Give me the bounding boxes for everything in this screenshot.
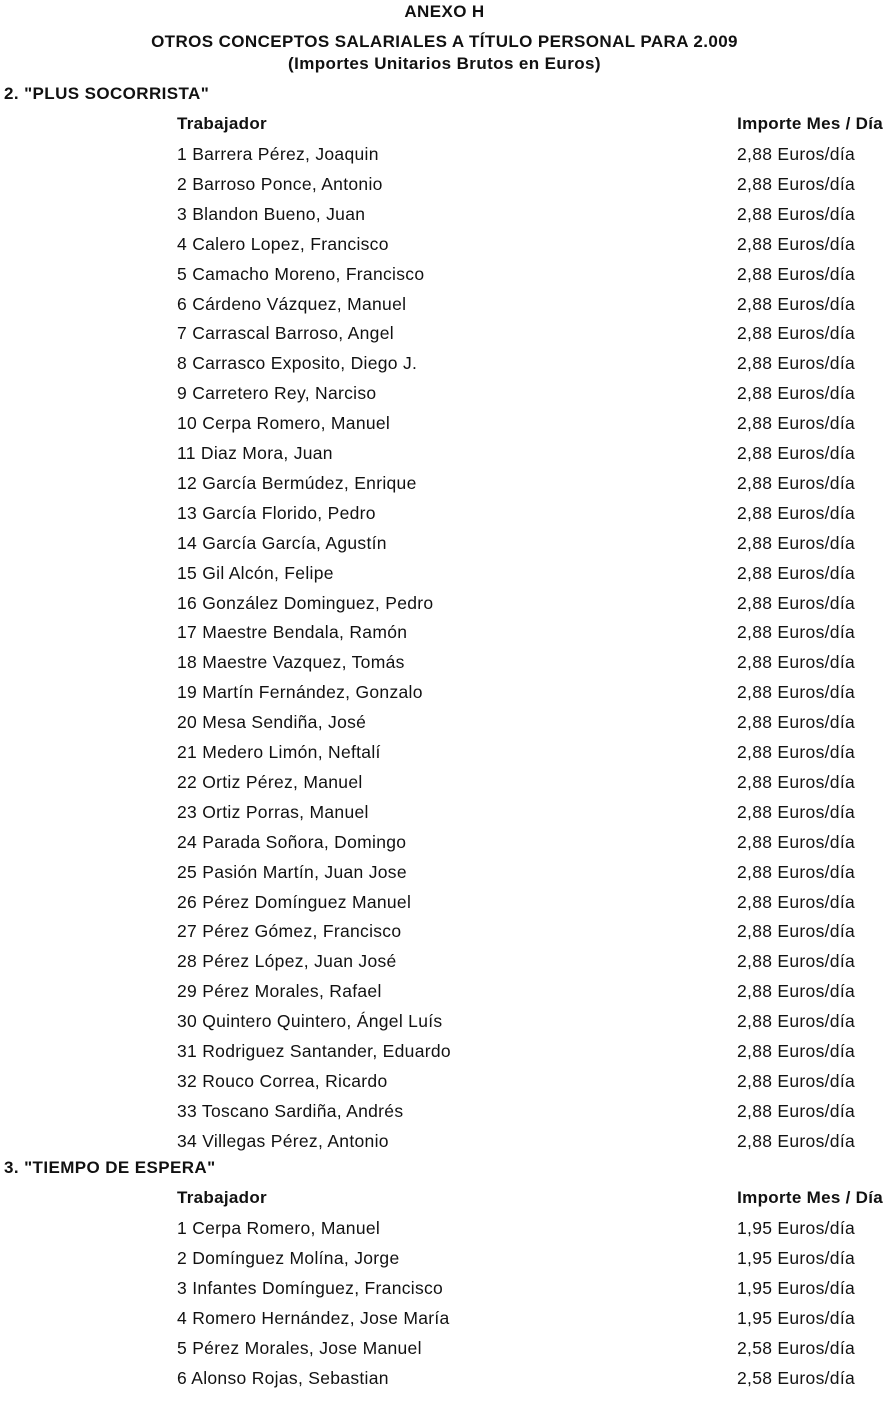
table-row: [0, 383, 889, 413]
amount-value: 2,88 Euros/día: [737, 1070, 856, 1091]
table-row: [0, 1278, 889, 1308]
amount-value: 2,88 Euros/día: [737, 1130, 856, 1151]
worker-name: 11 Diaz Mora, Juan: [177, 443, 333, 463]
amount-value: 2,88 Euros/día: [737, 921, 856, 942]
amount-value: 1,95 Euros/día: [737, 1247, 856, 1268]
amount-value: 1,95 Euros/día: [737, 1218, 856, 1238]
amount-value: 2,88 Euros/día: [737, 472, 856, 493]
table-row: [0, 892, 889, 922]
worker-name: 16 González Dominguez, Pedro: [177, 592, 434, 613]
table-row: [0, 1071, 889, 1101]
amount-value: 2,88 Euros/día: [737, 712, 856, 733]
worker-name: 19 Martín Fernández, Gonzalo: [177, 682, 423, 703]
table-row: [0, 234, 889, 264]
worker-name: 2 Barroso Ponce, Antonio: [177, 173, 383, 194]
table-row: [0, 294, 889, 324]
amount-value: 2,88 Euros/día: [737, 413, 856, 434]
table-row: [0, 862, 889, 892]
table-row: [0, 533, 889, 563]
worker-name: 5 Camacho Moreno, Francisco: [177, 263, 425, 284]
table-row: [0, 473, 889, 503]
column-header-amount: Importe Mes / Día: [737, 1188, 883, 1207]
table-row: [0, 1368, 889, 1398]
worker-name: 32 Rouco Correa, Ricardo: [177, 1070, 388, 1091]
table-row: [0, 563, 889, 593]
worker-name: 34 Villegas Pérez, Antonio: [177, 1130, 389, 1151]
worker-name: 14 García García, Agustín: [177, 532, 387, 553]
table-row: [0, 921, 889, 951]
table-row: [0, 144, 889, 174]
amount-value: 2,88 Euros/día: [737, 144, 856, 164]
worker-name: 22 Ortiz Pérez, Manuel: [177, 771, 363, 792]
worker-name: 4 Romero Hernández, Jose María: [177, 1307, 450, 1328]
worker-name: 4 Calero Lopez, Francisco: [177, 233, 389, 254]
amount-value: 2,88 Euros/día: [737, 443, 856, 463]
table-row: [0, 802, 889, 832]
worker-name: 33 Toscano Sardiña, Andrés: [177, 1100, 404, 1121]
table-row: [0, 443, 889, 473]
worker-name: 9 Carretero Rey, Narciso: [177, 383, 377, 404]
column-header-amount: Importe Mes / Día: [737, 114, 883, 133]
document-title: OTROS CONCEPTOS SALARIALES A TÍTULO PERSONAL PARA 2.009: [151, 32, 738, 51]
worker-name: 27 Pérez Gómez, Francisco: [177, 921, 402, 942]
worker-name: 21 Medero Limón, Neftalí: [177, 742, 381, 762]
amount-value: 2,58 Euros/día: [737, 1337, 856, 1358]
worker-name: 25 Pasión Martín, Juan Jose: [177, 861, 407, 882]
amount-value: 2,88 Euros/día: [737, 293, 856, 314]
amount-value: 2,88 Euros/día: [737, 1100, 856, 1121]
amount-value: 2,88 Euros/día: [737, 562, 856, 583]
worker-name: 10 Cerpa Romero, Manuel: [177, 413, 391, 434]
amount-value: 2,88 Euros/día: [737, 532, 856, 553]
table-row: [0, 1131, 889, 1161]
worker-name: 13 García Florido, Pedro: [177, 502, 376, 523]
table-row: [0, 1101, 889, 1131]
annex-label: ANEXO H: [404, 2, 485, 21]
worker-name: 7 Carrascal Barroso, Angel: [177, 323, 394, 344]
worker-name: 30 Quintero Quintero, Ángel Luís: [177, 1011, 443, 1032]
worker-name: 24 Parada Soñora, Domingo: [177, 831, 407, 852]
table-row: [0, 593, 889, 623]
worker-name: 3 Infantes Domínguez, Francisco: [177, 1277, 444, 1298]
amount-value: 2,88 Euros/día: [737, 652, 856, 673]
amount-value: 2,88 Euros/día: [737, 682, 856, 703]
table-row: [0, 652, 889, 682]
table-row: [0, 264, 889, 294]
table-row: [0, 772, 889, 802]
amount-value: 2,88 Euros/día: [737, 502, 856, 523]
worker-name: 20 Mesa Sendiña, José: [177, 712, 367, 733]
amount-value: 2,88 Euros/día: [737, 203, 856, 224]
worker-name: 31 Rodriguez Santander, Eduardo: [177, 1041, 451, 1061]
table-row: [0, 1011, 889, 1041]
worker-name: 2 Domínguez Molína, Jorge: [177, 1247, 400, 1268]
amount-value: 2,88 Euros/día: [737, 831, 856, 852]
amount-value: 2,88 Euros/día: [737, 981, 856, 1002]
table-row: [0, 323, 889, 353]
amount-value: 2,88 Euros/día: [737, 592, 856, 613]
table-row: [0, 742, 889, 772]
table-row: [0, 174, 889, 204]
amount-value: 2,88 Euros/día: [737, 1041, 856, 1061]
amount-value: 1,95 Euros/día: [737, 1277, 856, 1298]
column-header-worker: Trabajador: [177, 114, 267, 133]
amount-value: 2,88 Euros/día: [737, 383, 856, 404]
amount-value: 2,88 Euros/día: [737, 263, 856, 284]
worker-name: 26 Pérez Domínguez Manuel: [177, 891, 412, 912]
table-row: [0, 1338, 889, 1368]
amount-value: 2,88 Euros/día: [737, 173, 856, 194]
worker-name: 6 Cárdeno Vázquez, Manuel: [177, 293, 407, 314]
worker-name: 1 Cerpa Romero, Manuel: [177, 1218, 381, 1238]
amount-value: 2,88 Euros/día: [737, 742, 856, 762]
table-row: [0, 1308, 889, 1338]
amount-value: 2,88 Euros/día: [737, 861, 856, 882]
table-row: [0, 622, 889, 652]
worker-name: 29 Pérez Morales, Rafael: [177, 981, 382, 1002]
amount-value: 2,88 Euros/día: [737, 323, 856, 344]
section-title: 3. "TIEMPO DE ESPERA": [4, 1158, 216, 1177]
amount-value: 2,88 Euros/día: [737, 771, 856, 792]
table-row: [0, 204, 889, 234]
amount-value: 2,88 Euros/día: [737, 353, 856, 374]
worker-name: 17 Maestre Bendala, Ramón: [177, 622, 408, 643]
table-row: [0, 682, 889, 712]
worker-name: 6 Alonso Rojas, Sebastian: [177, 1367, 389, 1388]
document-subtitle: (Importes Unitarios Brutos en Euros): [288, 54, 601, 73]
section-title: 2. "PLUS SOCORRISTA": [4, 84, 210, 103]
table-row: [0, 1248, 889, 1278]
worker-name: 28 Pérez López, Juan José: [177, 951, 397, 972]
amount-value: 2,88 Euros/día: [737, 801, 856, 822]
worker-name: 12 García Bermúdez, Enrique: [177, 472, 417, 493]
table-row: [0, 981, 889, 1011]
table-row: [0, 413, 889, 443]
worker-name: 15 Gil Alcón, Felipe: [177, 562, 334, 583]
worker-name: 1 Barrera Pérez, Joaquin: [177, 144, 379, 164]
amount-value: 2,88 Euros/día: [737, 622, 856, 643]
worker-name: 18 Maestre Vazquez, Tomás: [177, 652, 405, 673]
amount-value: 2,88 Euros/día: [737, 233, 856, 254]
table-row: [0, 832, 889, 862]
amount-value: 2,58 Euros/día: [737, 1367, 856, 1388]
table-row: [0, 951, 889, 981]
table-row: [0, 1218, 889, 1248]
amount-value: 2,88 Euros/día: [737, 1011, 856, 1032]
amount-value: 1,95 Euros/día: [737, 1307, 856, 1328]
amount-value: 2,88 Euros/día: [737, 951, 856, 972]
table-row: [0, 1041, 889, 1071]
worker-name: 5 Pérez Morales, Jose Manuel: [177, 1337, 422, 1358]
worker-name: 8 Carrasco Exposito, Diego J.: [177, 353, 418, 374]
table-row: [0, 503, 889, 533]
worker-name: 23 Ortiz Porras, Manuel: [177, 801, 369, 822]
table-row: [0, 353, 889, 383]
column-header-worker: Trabajador: [177, 1188, 267, 1207]
worker-name: 3 Blandon Bueno, Juan: [177, 203, 366, 224]
table-row: [0, 712, 889, 742]
amount-value: 2,88 Euros/día: [737, 891, 856, 912]
